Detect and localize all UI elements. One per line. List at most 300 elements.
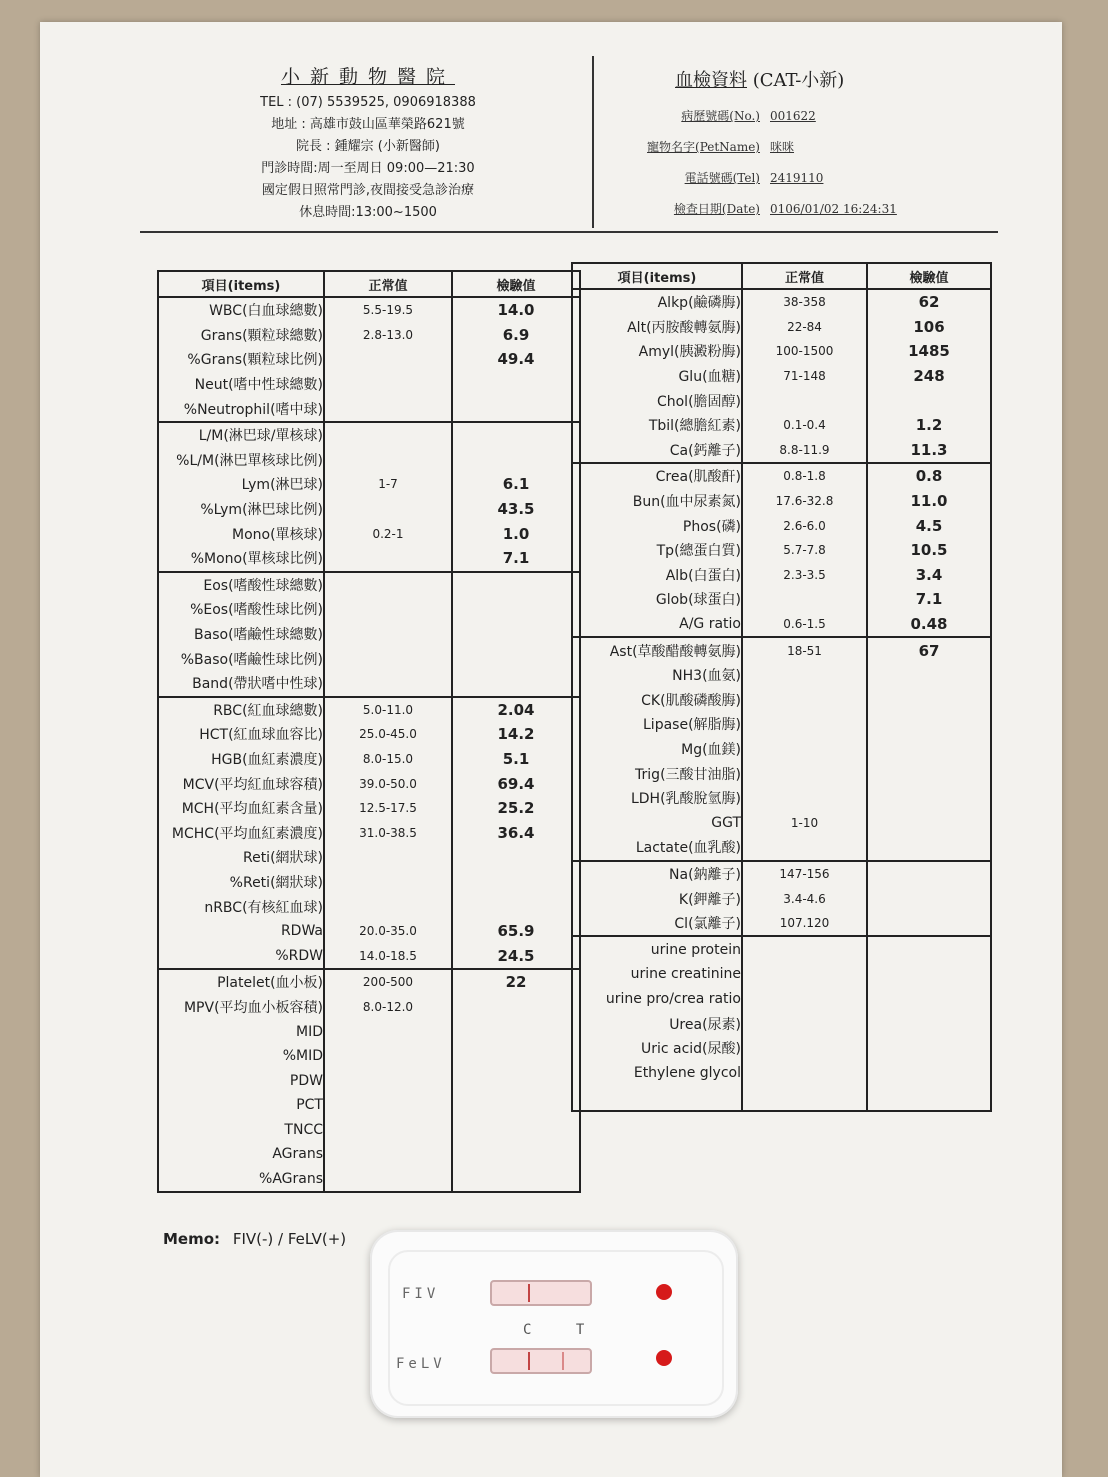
- value-cell: 106: [867, 315, 991, 340]
- value-cell: [452, 622, 580, 647]
- value-cell: 4.5: [867, 513, 991, 538]
- value-cell: [452, 422, 580, 448]
- table-row: [572, 761, 991, 786]
- table-header: [158, 271, 580, 297]
- pet-name-value: 咪咪: [770, 140, 795, 154]
- table-row: [572, 612, 991, 638]
- item-cell: MCHC(平均血紅素濃度): [158, 820, 324, 845]
- ref-cell: 100-1500: [742, 339, 867, 364]
- ref-cell: 71-148: [742, 364, 867, 389]
- ref-cell: 3.4-4.6: [742, 886, 867, 911]
- item-cell: Urea(尿素): [572, 1011, 742, 1036]
- table-row: [158, 845, 580, 870]
- ref-cell: [742, 663, 867, 688]
- ref-cell: [742, 388, 867, 413]
- table-row: [572, 315, 991, 340]
- item-cell: Reti(網狀球): [158, 845, 324, 870]
- hospital-hours: 門診時間:周一至周日 09:00—21:30: [261, 161, 475, 176]
- value-cell: 49.4: [452, 347, 580, 372]
- ref-cell: [324, 671, 452, 697]
- value-cell: [452, 1142, 580, 1167]
- item-cell: Glob(球蛋白): [572, 587, 742, 612]
- table-row: [572, 388, 991, 413]
- col-ref-header: 正常值: [742, 263, 867, 289]
- value-cell: [867, 1036, 991, 1061]
- value-cell: [867, 737, 991, 762]
- table-row: [572, 364, 991, 389]
- ref-cell: 22-84: [742, 315, 867, 340]
- ref-cell: [324, 894, 452, 919]
- table-row: [158, 943, 580, 969]
- ref-cell: 200-500: [324, 969, 452, 995]
- ref-cell: [324, 646, 452, 671]
- value-cell: [867, 936, 991, 962]
- item-cell: urine protein: [572, 936, 742, 962]
- table-row: [158, 870, 580, 895]
- table-row: [158, 697, 580, 723]
- item-cell: Crea(肌酸酐): [572, 463, 742, 489]
- table-row: [158, 646, 580, 671]
- chemistry-table: [571, 262, 992, 1112]
- value-cell: [867, 761, 991, 786]
- table-row: [158, 894, 580, 919]
- table-row: [572, 911, 991, 937]
- value-cell: [452, 1118, 580, 1143]
- report-title: [675, 66, 1000, 92]
- item-cell: %Lym(淋巴球比例): [158, 497, 324, 522]
- table-row: [572, 936, 991, 962]
- value-cell: 1.2: [867, 413, 991, 438]
- report-subject: (CAT-小新): [752, 70, 845, 91]
- ref-cell: 12.5-17.5: [324, 796, 452, 821]
- value-cell: 65.9: [452, 919, 580, 944]
- ref-cell: 5.0-11.0: [324, 697, 452, 723]
- col-item-header: 項目(items): [158, 271, 324, 297]
- table-row: [572, 712, 991, 737]
- record-number-row: [620, 100, 1000, 131]
- table-row: [158, 422, 580, 448]
- ref-cell: [742, 987, 867, 1012]
- value-cell: 69.4: [452, 771, 580, 796]
- ref-cell: [324, 1068, 452, 1093]
- item-cell: Trig(三酸甘油脂): [572, 761, 742, 786]
- item-cell: nRBC(有核紅血球): [158, 894, 324, 919]
- hospital-rest: 休息時間:13:00~1500: [299, 205, 437, 220]
- item-cell: Bun(血中尿素氮): [572, 489, 742, 514]
- ref-cell: 5.7-7.8: [742, 538, 867, 563]
- item-cell: %Reti(網狀球): [158, 870, 324, 895]
- table-row: [158, 969, 580, 995]
- memo-label: Memo:: [163, 1230, 221, 1248]
- ref-cell: 14.0-18.5: [324, 943, 452, 969]
- table-row: [158, 323, 580, 348]
- table-row: [572, 637, 991, 663]
- value-cell: [867, 987, 991, 1012]
- ref-cell: 17.6-32.8: [742, 489, 867, 514]
- value-cell: [867, 962, 991, 987]
- value-cell: [867, 712, 991, 737]
- ref-cell: 2.6-6.0: [742, 513, 867, 538]
- ref-cell: [324, 1044, 452, 1069]
- item-cell: MCH(平均血紅素含量): [158, 796, 324, 821]
- ref-cell: [324, 372, 452, 397]
- value-cell: [867, 1060, 991, 1085]
- memo: [163, 1230, 346, 1248]
- value-cell: [867, 1011, 991, 1036]
- table-row: [572, 1011, 991, 1036]
- tel-label: 電話號碼(Tel): [684, 171, 760, 185]
- col-item-header: 項目(items): [572, 263, 742, 289]
- fiv-label: FIV: [402, 1286, 440, 1302]
- table-row: [158, 597, 580, 622]
- ref-cell: [742, 1011, 867, 1036]
- value-cell: [867, 911, 991, 937]
- table-row: [158, 472, 580, 497]
- ref-cell: [742, 962, 867, 987]
- table-row: [158, 995, 580, 1020]
- ref-cell: 147-156: [742, 861, 867, 887]
- value-cell: [452, 572, 580, 598]
- value-cell: [452, 671, 580, 697]
- ref-cell: [742, 786, 867, 811]
- value-cell: [452, 870, 580, 895]
- item-cell: Grans(顆粒球總數): [158, 323, 324, 348]
- item-cell: Neut(嗜中性球總數): [158, 372, 324, 397]
- item-cell: PCT: [158, 1093, 324, 1118]
- hospital-tel: TEL : (07) 5539525, 0906918388: [260, 95, 476, 110]
- value-cell: 3.4: [867, 563, 991, 588]
- felv-control-line: [528, 1352, 530, 1370]
- table-row: [158, 796, 580, 821]
- item-cell: NH3(血氨): [572, 663, 742, 688]
- table-row: [158, 1068, 580, 1093]
- ref-cell: 38-358: [742, 289, 867, 315]
- table-row: [572, 563, 991, 588]
- item-cell: Glu(血糖): [572, 364, 742, 389]
- ref-cell: [742, 936, 867, 962]
- value-cell: 62: [867, 289, 991, 315]
- ref-cell: [324, 597, 452, 622]
- item-cell: K(鉀離子): [572, 886, 742, 911]
- item-cell: %Grans(顆粒球比例): [158, 347, 324, 372]
- felv-test-line: [562, 1352, 564, 1370]
- table-row: [572, 987, 991, 1012]
- table-row: [158, 347, 580, 372]
- felv-strip: [490, 1348, 592, 1374]
- ref-cell: 0.2-1: [324, 521, 452, 546]
- ref-cell: [742, 737, 867, 762]
- ref-cell: [742, 835, 867, 861]
- col-val-header: 檢驗值: [452, 271, 580, 297]
- table-row: [572, 339, 991, 364]
- item-cell: [572, 1085, 742, 1111]
- table-row: [572, 513, 991, 538]
- item-cell: Ca(鈣離子): [572, 438, 742, 464]
- item-cell: Ast(草酸醋酸轉氨脢): [572, 637, 742, 663]
- ref-cell: [742, 688, 867, 713]
- table-row: [572, 1085, 991, 1111]
- report-title-text: 血檢資料: [675, 70, 747, 91]
- ref-cell: 20.0-35.0: [324, 919, 452, 944]
- value-cell: [867, 663, 991, 688]
- ref-cell: [324, 622, 452, 647]
- date-row: [620, 193, 1000, 224]
- value-cell: 24.5: [452, 943, 580, 969]
- value-cell: [867, 688, 991, 713]
- tel-value: 2419110: [770, 170, 824, 185]
- value-cell: [452, 646, 580, 671]
- ref-cell: [324, 1093, 452, 1118]
- table-row: [572, 663, 991, 688]
- value-cell: [452, 396, 580, 422]
- ref-cell: [742, 761, 867, 786]
- value-cell: [867, 861, 991, 887]
- ref-cell: [324, 1167, 452, 1193]
- value-cell: [452, 1093, 580, 1118]
- value-cell: [452, 995, 580, 1020]
- ref-cell: [742, 1036, 867, 1061]
- table-row: [158, 722, 580, 747]
- value-cell: 248: [867, 364, 991, 389]
- value-cell: 11.3: [867, 438, 991, 464]
- value-cell: [867, 388, 991, 413]
- ref-cell: [742, 1085, 867, 1111]
- hospital-holiday: 國定假日照常門診,夜間接受急診治療: [261, 183, 475, 198]
- fiv-control-line: [528, 1284, 530, 1302]
- table-row: [572, 962, 991, 987]
- value-cell: [452, 1167, 580, 1193]
- hospital-name: 小新動物醫院: [280, 66, 455, 88]
- ref-cell: 31.0-38.5: [324, 820, 452, 845]
- item-cell: CK(肌酸磷酸脢): [572, 688, 742, 713]
- value-cell: 11.0: [867, 489, 991, 514]
- header-rule: [140, 231, 998, 233]
- table-row: [572, 438, 991, 464]
- item-cell: %Baso(嗜鹼性球比例): [158, 646, 324, 671]
- item-cell: PDW: [158, 1068, 324, 1093]
- item-cell: Phos(磷): [572, 513, 742, 538]
- item-cell: LDH(乳酸脫氫脢): [572, 786, 742, 811]
- table-row: [158, 622, 580, 647]
- table-row: [158, 521, 580, 546]
- item-cell: Lym(淋巴球): [158, 472, 324, 497]
- ref-cell: 39.0-50.0: [324, 771, 452, 796]
- item-cell: Uric acid(尿酸): [572, 1036, 742, 1061]
- item-cell: L/M(淋巴球/單核球): [158, 422, 324, 448]
- item-cell: Band(帶狀嗜中性球): [158, 671, 324, 697]
- value-cell: 7.1: [867, 587, 991, 612]
- value-cell: [452, 894, 580, 919]
- ref-cell: [324, 347, 452, 372]
- table-row: [572, 413, 991, 438]
- memo-text: FIV(-) / FeLV(+): [232, 1230, 347, 1248]
- ref-cell: [324, 1118, 452, 1143]
- value-cell: 5.1: [452, 747, 580, 772]
- item-cell: Chol(膽固醇): [572, 388, 742, 413]
- value-cell: 6.9: [452, 323, 580, 348]
- table-row: [158, 372, 580, 397]
- ref-cell: [324, 422, 452, 448]
- ref-cell: 18-51: [742, 637, 867, 663]
- ref-cell: [324, 546, 452, 572]
- value-cell: [452, 1019, 580, 1044]
- item-cell: urine pro/crea ratio: [572, 987, 742, 1012]
- item-cell: MID: [158, 1019, 324, 1044]
- item-cell: Mono(單核球): [158, 521, 324, 546]
- item-cell: Tbil(總膽紅素): [572, 413, 742, 438]
- value-cell: 36.4: [452, 820, 580, 845]
- value-cell: 67: [867, 637, 991, 663]
- item-cell: %Neutrophil(嗜中球): [158, 396, 324, 422]
- record-number-value: 001622: [770, 108, 816, 123]
- item-cell: MCV(平均紅血球容積): [158, 771, 324, 796]
- item-cell: Mg(血鎂): [572, 737, 742, 762]
- col-val-header: 檢驗值: [867, 263, 991, 289]
- table-row: [158, 1142, 580, 1167]
- item-cell: Lipase(解脂脢): [572, 712, 742, 737]
- value-cell: 6.1: [452, 472, 580, 497]
- value-cell: 1.0: [452, 521, 580, 546]
- ref-cell: 2.8-13.0: [324, 323, 452, 348]
- item-cell: Ethylene glycol: [572, 1060, 742, 1085]
- table-row: [572, 688, 991, 713]
- item-cell: A/G ratio: [572, 612, 742, 638]
- ref-cell: 107.120: [742, 911, 867, 937]
- felv-label: FeLV: [396, 1356, 446, 1372]
- item-cell: urine creatinine: [572, 962, 742, 987]
- hospital-address: 地址 : 高雄市鼓山區華榮路621號: [271, 117, 465, 132]
- table-row: [158, 497, 580, 522]
- item-cell: %L/M(淋巴單核球比例): [158, 448, 324, 473]
- item-cell: Eos(嗜酸性球總數): [158, 572, 324, 598]
- ref-cell: [324, 870, 452, 895]
- value-cell: [867, 886, 991, 911]
- item-cell: Lactate(血乳酸): [572, 835, 742, 861]
- ref-cell: 0.6-1.5: [742, 612, 867, 638]
- ref-cell: 5.5-19.5: [324, 297, 452, 323]
- col-ref-header: 正常值: [324, 271, 452, 297]
- value-cell: 1485: [867, 339, 991, 364]
- ref-cell: 1-7: [324, 472, 452, 497]
- fiv-sample-well: [656, 1284, 672, 1300]
- ref-cell: [742, 712, 867, 737]
- ref-cell: 25.0-45.0: [324, 722, 452, 747]
- table-row: [158, 671, 580, 697]
- ref-cell: [324, 572, 452, 598]
- item-cell: WBC(白血球總數): [158, 297, 324, 323]
- item-cell: TNCC: [158, 1118, 324, 1143]
- table-row: [572, 835, 991, 861]
- value-cell: 7.1: [452, 546, 580, 572]
- table-row: [572, 786, 991, 811]
- table-row: [572, 289, 991, 315]
- item-cell: HCT(紅血球血容比): [158, 722, 324, 747]
- ref-cell: 1-10: [742, 810, 867, 835]
- item-cell: Na(鈉離子): [572, 861, 742, 887]
- ref-cell: [324, 1019, 452, 1044]
- table-row: [158, 297, 580, 323]
- value-cell: 0.8: [867, 463, 991, 489]
- item-cell: %Mono(單核球比例): [158, 546, 324, 572]
- table-row: [572, 463, 991, 489]
- value-cell: [452, 845, 580, 870]
- date-label: 檢查日期(Date): [673, 202, 760, 216]
- ref-cell: [742, 587, 867, 612]
- value-cell: [452, 1068, 580, 1093]
- item-cell: GGT: [572, 810, 742, 835]
- felv-sample-well: [656, 1350, 672, 1366]
- table-row: [572, 810, 991, 835]
- table-row: [158, 1093, 580, 1118]
- hospital-header: [228, 64, 508, 224]
- table-row: [572, 1060, 991, 1085]
- item-cell: AGrans: [158, 1142, 324, 1167]
- ref-cell: 8.8-11.9: [742, 438, 867, 464]
- item-cell: RDWa: [158, 919, 324, 944]
- table-row: [158, 919, 580, 944]
- fiv-strip: [490, 1280, 592, 1306]
- ref-cell: [324, 396, 452, 422]
- ref-cell: 8.0-15.0: [324, 747, 452, 772]
- table-row: [572, 737, 991, 762]
- table-row: [158, 448, 580, 473]
- table-row: [158, 1167, 580, 1193]
- item-cell: RBC(紅血球總數): [158, 697, 324, 723]
- tel-row: [620, 162, 1000, 193]
- item-cell: Alb(白蛋白): [572, 563, 742, 588]
- value-cell: 2.04: [452, 697, 580, 723]
- item-cell: %Eos(嗜酸性球比例): [158, 597, 324, 622]
- table-row: [572, 538, 991, 563]
- table-row: [158, 1019, 580, 1044]
- hospital-director: 院長 : 鍾耀宗 (小新醫師): [296, 139, 440, 154]
- value-cell: [867, 835, 991, 861]
- table-row: [158, 747, 580, 772]
- record-number-label: 病歷號碼(No.): [681, 109, 760, 123]
- value-cell: 43.5: [452, 497, 580, 522]
- value-cell: 10.5: [867, 538, 991, 563]
- item-cell: Baso(嗜鹼性球總數): [158, 622, 324, 647]
- table-row: [158, 1044, 580, 1069]
- table-row: [572, 861, 991, 887]
- value-cell: [452, 597, 580, 622]
- ref-cell: [742, 1060, 867, 1085]
- value-cell: [452, 448, 580, 473]
- item-cell: Alkp(鹼磷脢): [572, 289, 742, 315]
- item-cell: %RDW: [158, 943, 324, 969]
- item-cell: Platelet(血小板): [158, 969, 324, 995]
- header-divider: [592, 56, 594, 228]
- value-cell: [452, 372, 580, 397]
- value-cell: [867, 810, 991, 835]
- ref-cell: 0.1-0.4: [742, 413, 867, 438]
- item-cell: MPV(平均血小板容積): [158, 995, 324, 1020]
- item-cell: Alt(丙胺酸轉氨脢): [572, 315, 742, 340]
- value-cell: [867, 786, 991, 811]
- table-row: [572, 1036, 991, 1061]
- table-row: [572, 886, 991, 911]
- item-cell: Amyl(胰澱粉脢): [572, 339, 742, 364]
- value-cell: [452, 1044, 580, 1069]
- pet-name-row: [620, 131, 1000, 162]
- table-row: [158, 771, 580, 796]
- table-row: [158, 396, 580, 422]
- ref-cell: [324, 1142, 452, 1167]
- value-cell: 14.0: [452, 297, 580, 323]
- ref-cell: [324, 497, 452, 522]
- ref-cell: [324, 448, 452, 473]
- item-cell: %MID: [158, 1044, 324, 1069]
